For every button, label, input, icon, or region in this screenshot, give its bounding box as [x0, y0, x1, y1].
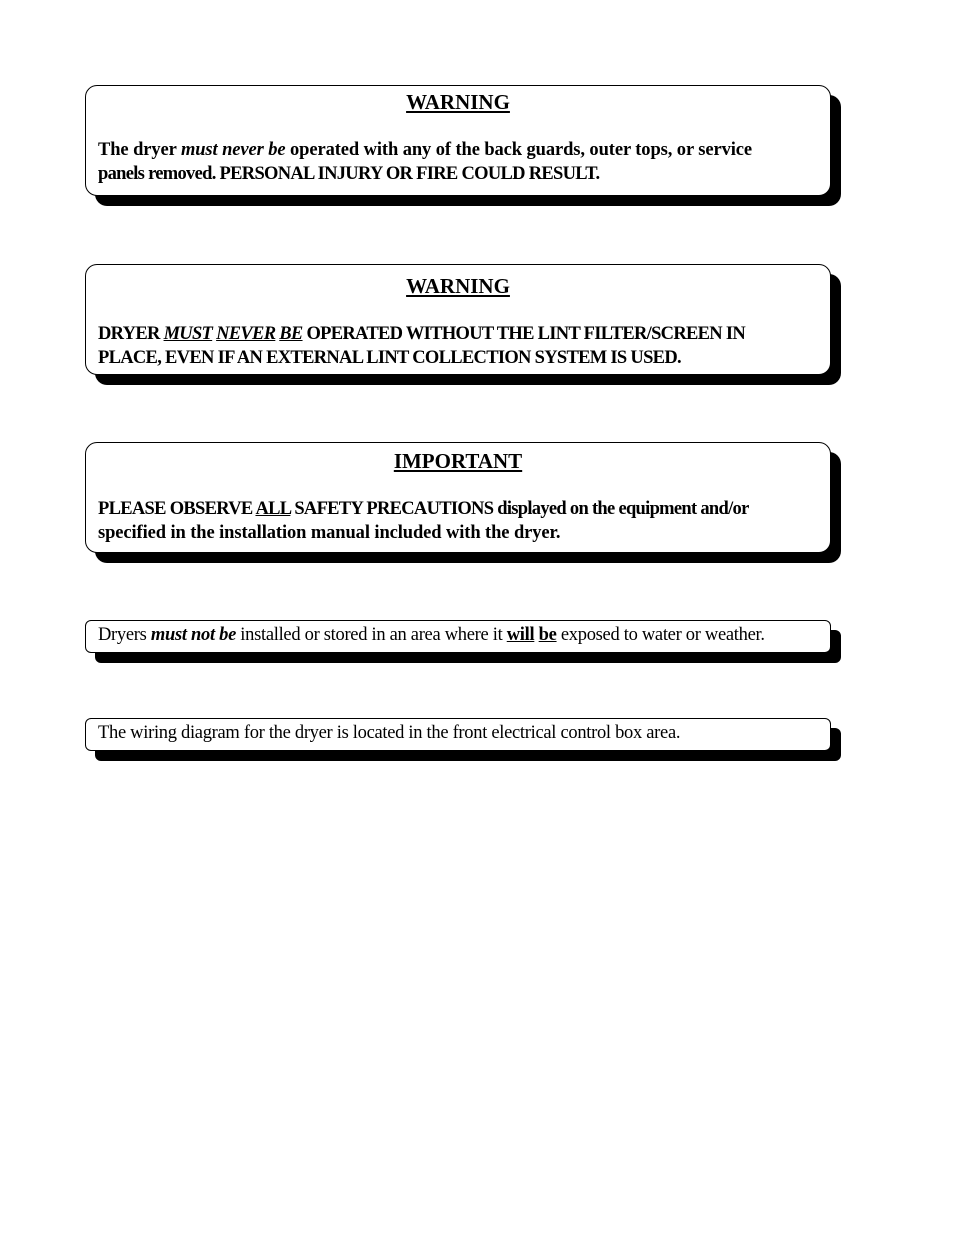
note-box-wiring-diagram: [85, 718, 831, 751]
important-text-part: PLEASE OBSERVE: [98, 499, 256, 519]
note-text-part: Dryers: [98, 625, 151, 645]
note-text: The wiring diagram for the dryer is located in the front electrical control box area.: [98, 723, 681, 743]
emphasis-must: MUST: [163, 324, 213, 344]
warning-title: WARNING: [406, 90, 510, 114]
note-text-part: exposed to water or weather.: [556, 625, 765, 645]
emphasis-will: will: [506, 625, 535, 645]
emphasis-be: BE: [279, 324, 303, 344]
note-text: [86, 621, 830, 649]
note-text-part: installed or stored in an area where it: [235, 625, 507, 645]
warning-box-guards: [85, 85, 831, 196]
warning-text-part: PLACE, EVEN IF AN EXTERNAL LINT COLLECTION SYSTEM IS USED.: [98, 348, 681, 368]
warning-text: [86, 322, 830, 370]
warning-box-lint-filter: [85, 264, 831, 375]
important-text-part: SAFETY PRECAUTIONS displayed on the equipment and/or: [290, 499, 749, 519]
warning-title: WARNING: [406, 274, 510, 298]
emphasis-must-not-be: must not be: [150, 625, 236, 645]
warning-text-part: OPERATED WITHOUT THE LINT FILTER/SCREEN IN: [302, 324, 746, 344]
important-text: [86, 497, 830, 545]
warning-text-part: panels removed. PERSONAL INJURY OR FIRE COULD RESULT.: [98, 164, 600, 184]
note-box-water: [85, 620, 831, 653]
emphasis-never: NEVER: [216, 324, 276, 344]
warning-text-part: The dryer: [98, 140, 181, 160]
warning-text-part: DRYER: [98, 324, 164, 344]
warning-text-part: operated with any of the back guards, outer tops, or service: [285, 140, 752, 160]
important-title: IMPORTANT: [393, 449, 523, 473]
emphasis-be: be: [538, 625, 557, 645]
emphasis-all: ALL: [255, 499, 291, 519]
important-box-safety: [85, 442, 831, 553]
emphasis-must-never-be: must never be: [180, 140, 286, 160]
important-text-part: specified in the installation manual included with the dryer.: [98, 523, 561, 543]
warning-text: [86, 138, 830, 186]
